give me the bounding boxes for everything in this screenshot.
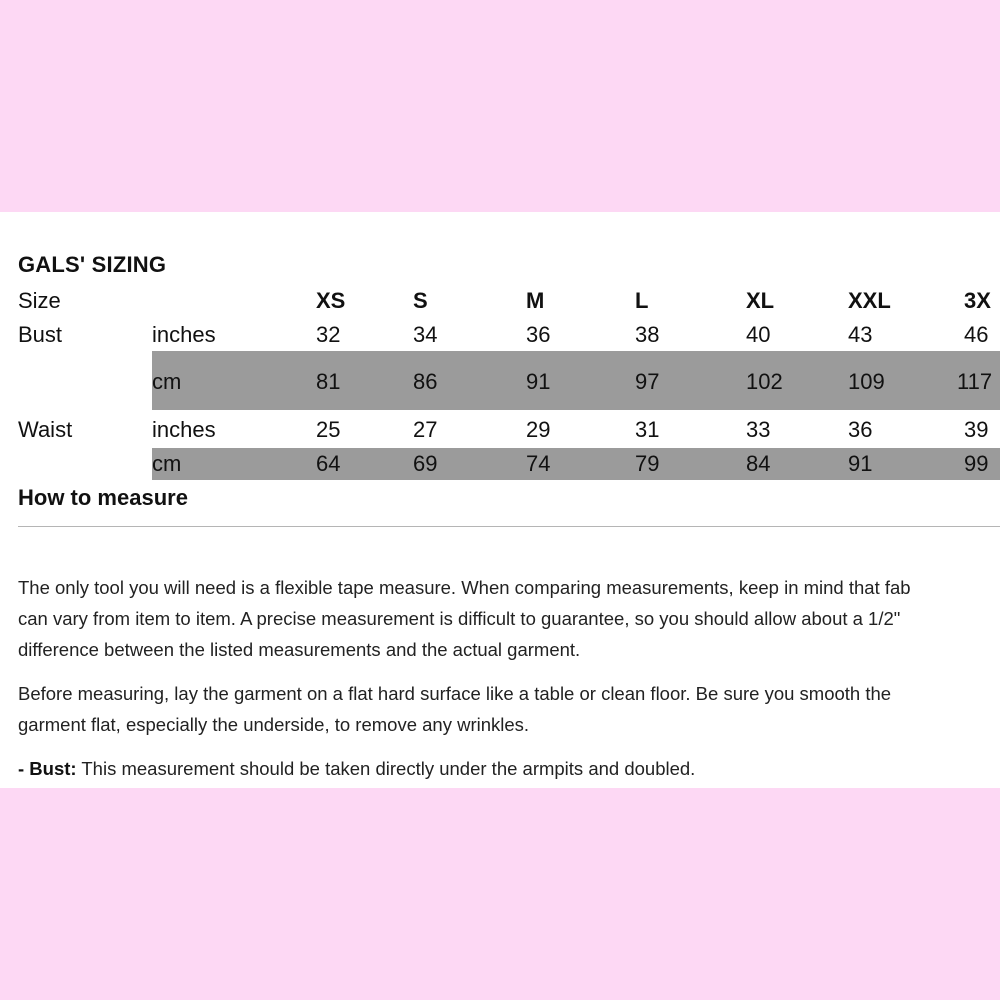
size-xs: XS [316,288,346,313]
value-cell: 86 [413,369,438,394]
row-unit: cm [152,451,182,476]
row-unit: cm [152,369,182,394]
paragraph-line: garment flat, especially the underside, to remove any wrinkles. [18,714,530,735]
value-cell: 91 [848,451,873,476]
size-3x: 3X [964,288,991,313]
sizing-panel [0,212,1000,788]
value-cell: 102 [746,369,783,394]
value-cell: 36 [848,417,873,442]
value-cell: 74 [526,451,551,476]
value-cell: 81 [316,369,341,394]
value-cell: 36 [526,322,551,347]
value-cell: 38 [635,322,660,347]
how-to-measure-heading: How to measure [18,485,188,510]
value-cell: 109 [848,369,885,394]
tape-measure-paragraph [18,572,1000,665]
size-l: L [635,288,649,313]
value-cell: 64 [316,451,341,476]
value-cell: 33 [746,417,771,442]
section-divider [18,526,1000,527]
bust-note [18,753,1000,784]
paragraph-line: difference between the listed measurements and the actual garment. [18,639,581,660]
waist-cm-shade [152,448,1000,480]
value-cell: 29 [526,417,551,442]
value-cell: 39 [964,417,989,442]
chart-title: GALS' SIZING [18,252,167,277]
size-m: M [526,288,545,313]
value-cell: 32 [316,322,341,347]
value-cell: 31 [635,417,660,442]
value-cell: 91 [526,369,551,394]
bust-note-text: This measurement should be taken directly under the armpits and doubled. [76,758,696,779]
bust-note-label: - Bust: [18,758,77,779]
value-cell: 79 [635,451,660,476]
before-measuring-paragraph [18,678,1000,740]
value-cell: 97 [635,369,660,394]
paragraph-line: can vary from item to item. A precise measurement is difficult to guarantee, so you should allow about a 1/2" [18,608,901,629]
size-xxl: XXL [848,288,891,313]
size-s: S [413,288,428,313]
value-cell: 27 [413,417,438,442]
row-unit: inches [152,417,216,442]
value-cell: 84 [746,451,771,476]
row-label: Waist [18,417,73,442]
value-cell: 43 [848,322,873,347]
value-cell: 69 [413,451,438,476]
size-label: Size [18,288,61,313]
paragraph-line: Before measuring, lay the garment on a flat hard surface like a table or clean floor. Be sure you smooth the [18,683,892,704]
size-xl: XL [746,288,775,313]
value-cell: 99 [964,451,989,476]
row-unit: inches [152,322,216,347]
value-cell: 25 [316,417,341,442]
value-cell: 46 [964,322,989,347]
value-cell: 40 [746,322,771,347]
value-cell: 117 [957,369,993,394]
row-label: Bust [18,322,63,347]
paragraph-line: The only tool you will need is a flexible tape measure. When comparing measurements, keep in mind that fab [18,577,911,598]
value-cell: 34 [413,322,438,347]
